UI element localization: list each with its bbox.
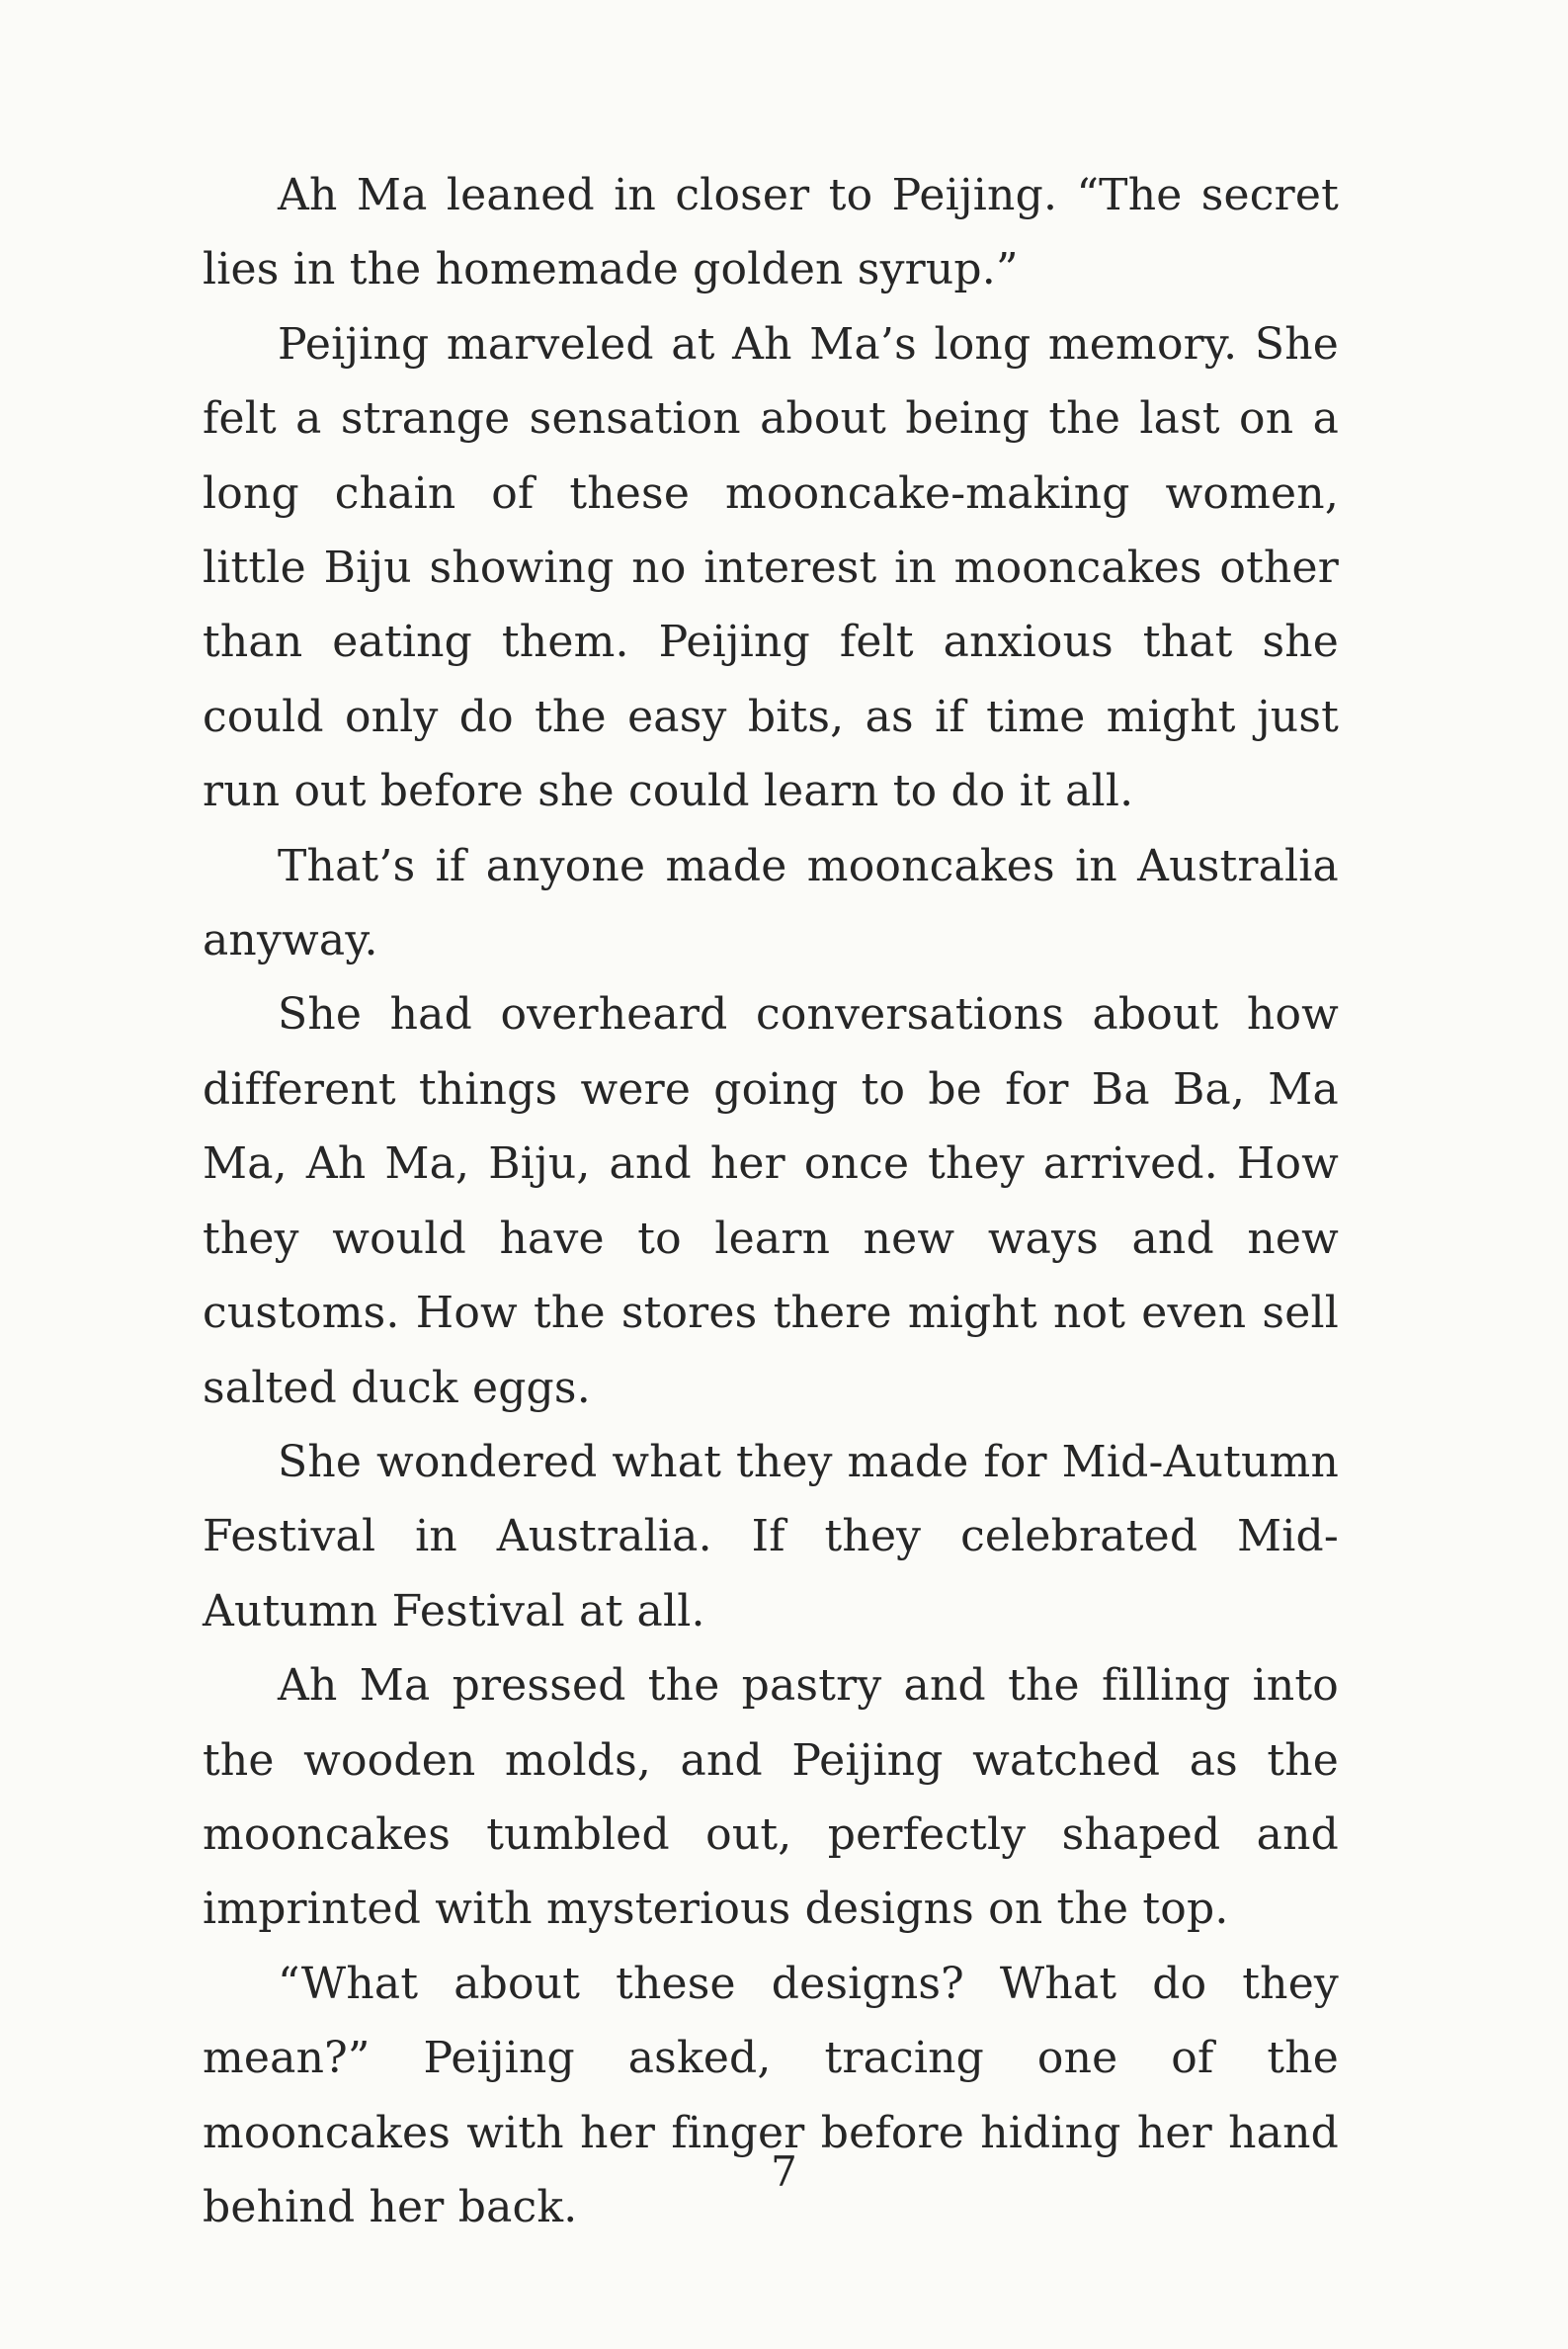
- paragraph: She wondered what they made for Mid-Autumn Festival in Australia. If they celebrated Mid-Autumn Festival at all.: [203, 1436, 1339, 1636]
- page-number: 7: [771, 2147, 797, 2196]
- paragraph: “What about these designs? What do they mean?” Peijing asked, tracing one of the mooncakes with her finger before hiding her hand behind her back.: [203, 1958, 1339, 2232]
- paragraph: Peijing marveled at Ah Ma’s long memory. She felt a strange sensation about being the last on a long chain of these mooncake-making women, little Biju showing no interest in mooncakes other than eating them. Peijing felt anxious that she could only do the easy bits, as if time might just run out before she could learn to do it all.: [203, 318, 1339, 817]
- paragraph: She had overheard conversations about how different things were going to be for Ba Ba, Ma Ma, Ah Ma, Biju, and her once they arrived. How they would have to learn new ways and new customs. How the stores there might not even sell salted duck eggs.: [203, 989, 1339, 1413]
- paragraph: Ah Ma leaned in closer to Peijing. “The secret lies in the homemade golden syrup.”: [203, 170, 1339, 295]
- body-text: [203, 158, 1339, 2244]
- paragraph: Ah Ma pressed the pastry and the filling into the wooden molds, and Peijing watched as the mooncakes tumbled out, perfectly shaped and imprinted with mysterious designs on the top.: [203, 1660, 1339, 1935]
- paragraph: That’s if anyone made mooncakes in Australia anyway.: [203, 840, 1339, 966]
